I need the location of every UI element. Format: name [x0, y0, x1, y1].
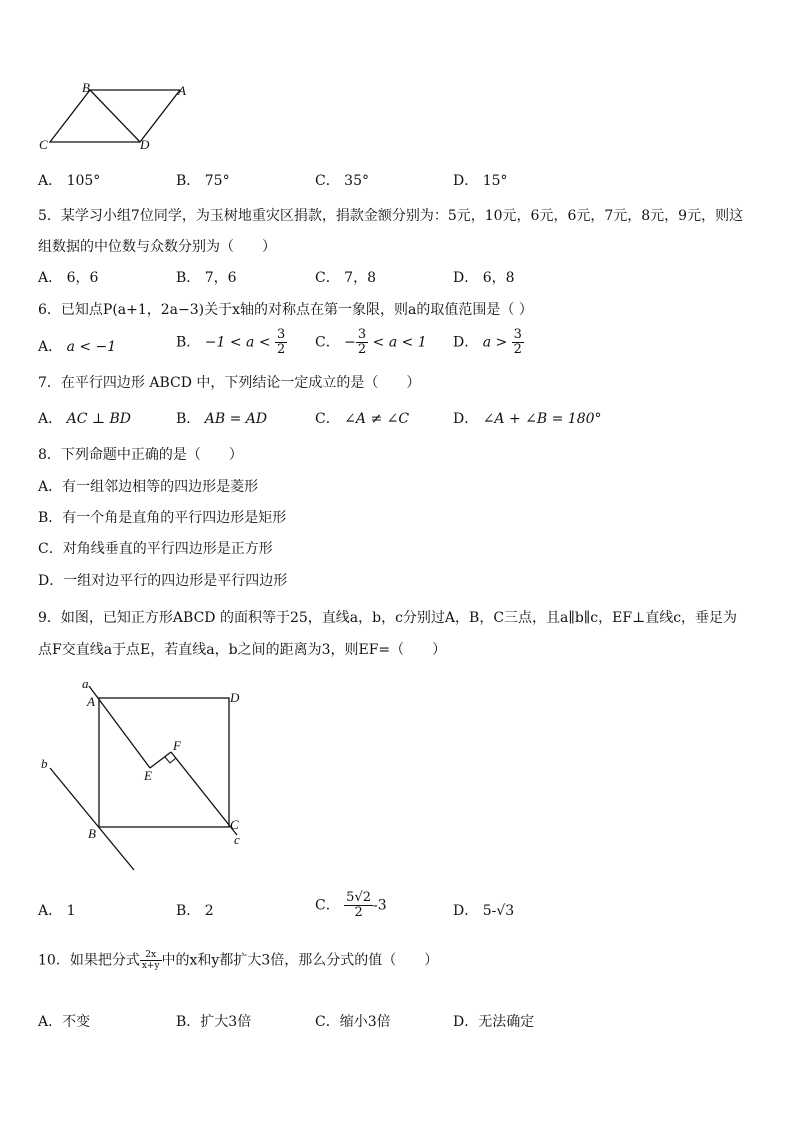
- vertex-label-D: D: [230, 690, 240, 705]
- vertex-label-C: C: [230, 817, 239, 832]
- vertex-label-A: A: [87, 694, 95, 709]
- q8-option-d[interactable]: D．一组对边平行的四边形是平行四边形: [38, 573, 288, 589]
- fraction-2x-over-x-plus-y: $\frac{2x}{x+y}$: [141, 950, 160, 971]
- q8-option-a[interactable]: A．有一组邻边相等的四边形是菱形: [38, 479, 259, 495]
- q6-option-c[interactable]: C． − $\frac{3}{2}$ < a < 1: [315, 327, 427, 357]
- q9-option-a[interactable]: A． 1: [38, 903, 76, 919]
- line-label-a: a: [82, 676, 89, 691]
- line-label-c: c: [234, 832, 240, 847]
- fraction-three-halves: $\frac{3}{2}$: [513, 327, 522, 357]
- fraction-three-halves: $\frac{3}{2}$: [277, 327, 286, 357]
- q10-option-a[interactable]: A．不变: [38, 1014, 91, 1030]
- vertex-label-B: B: [82, 80, 90, 95]
- vertex-label-B: B: [88, 826, 96, 841]
- q7-option-d[interactable]: D． ∠A + ∠B = 180°: [453, 411, 602, 427]
- fraction-five-root-two-halves: $\frac{5√2}{2}$: [346, 890, 371, 920]
- q4-option-b[interactable]: B． 75°: [176, 173, 230, 189]
- q9-option-c[interactable]: C． $\frac{5√2}{2}$ -3: [315, 890, 387, 920]
- q4-option-d[interactable]: D． 15°: [453, 173, 508, 189]
- q8-option-b[interactable]: B．有一个角是直角的平行四边形是矩形: [38, 510, 287, 526]
- q6-option-d[interactable]: D． a > $\frac{3}{2}$: [453, 327, 522, 357]
- q5-stem-line2: 组数据的中位数与众数分别为（ ）: [38, 239, 276, 255]
- q5-option-a[interactable]: A． 6，6: [38, 270, 99, 286]
- q5-option-c[interactable]: C． 7，8: [315, 270, 376, 286]
- q8-option-c[interactable]: C．对角线垂直的平行四边形是正方形: [38, 541, 273, 557]
- q9-stem-line2: 点F交直线a于点E，若直线a，b之间的距离为3，则EF=（ ）: [38, 642, 447, 658]
- parallelogram-figure: [30, 78, 205, 156]
- point-label-E: E: [144, 768, 152, 783]
- q5-option-b[interactable]: B． 7，6: [176, 270, 237, 286]
- q7-option-c[interactable]: C． ∠A ≠ ∠C: [315, 411, 410, 427]
- q6-option-a[interactable]: A． a < −1: [38, 339, 117, 355]
- q8-stem: 8．下列命题中正确的是（ ）: [38, 447, 243, 463]
- fraction-three-halves: $\frac{3}{2}$: [357, 327, 367, 357]
- q4-option-a[interactable]: A． 105°: [38, 173, 101, 189]
- vertex-label-D: D: [140, 137, 150, 152]
- q5-stem-line1: 5．某学习小组7位同学，为玉树地重灾区捐款，捐款金额分别为：5元，10元，6元，6元，7元，8元，9元，则这: [38, 208, 744, 224]
- q6-stem: 6．已知点P(a+1，2a−3)关于x轴的对称点在第一象限，则a的取值范围是（ ）: [38, 302, 533, 318]
- q10-stem: 10．如果把分式 $\frac{2x}{x+y}$ 中的x和y都扩大3倍，那么分式的值（ ）: [38, 950, 439, 971]
- q10-option-b[interactable]: B．扩大3倍: [176, 1014, 252, 1030]
- line-label-b: b: [41, 756, 48, 771]
- q7-option-a[interactable]: A． AC ⊥ BD: [38, 411, 131, 427]
- q4-option-c[interactable]: C． 35°: [315, 173, 369, 189]
- vertex-label-A: A: [178, 83, 186, 98]
- q6-option-b[interactable]: B． −1 < a < $\frac{3}{2}$: [176, 327, 286, 357]
- q10-option-c[interactable]: C．缩小3倍: [315, 1014, 391, 1030]
- q9-option-b[interactable]: B． 2: [176, 903, 214, 919]
- vertex-label-C: C: [39, 137, 48, 152]
- q5-option-d[interactable]: D． 6，8: [453, 270, 515, 286]
- point-label-F: F: [173, 738, 181, 753]
- q9-stem-line1: 9．如图，已知正方形ABCD 的面积等于25，直线a，b，c分别过A，B，C三点，且a∥b∥c，EF⊥直线c，垂足为: [38, 610, 738, 626]
- q7-stem: 7．在平行四边形 ABCD 中，下列结论一定成立的是（ ）: [38, 375, 421, 391]
- q9-option-d[interactable]: D． 5-√3: [453, 903, 515, 919]
- square-lines-figure: [30, 672, 260, 877]
- q7-option-b[interactable]: B． AB = AD: [176, 411, 268, 427]
- q10-option-d[interactable]: D．无法确定: [453, 1014, 535, 1030]
